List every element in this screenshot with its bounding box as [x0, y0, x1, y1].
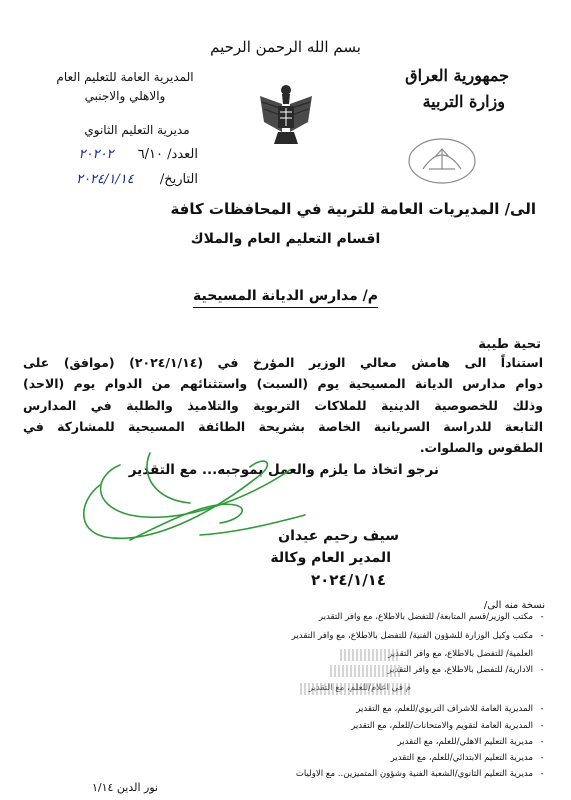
cc-item: م في اعلام/للعلم، مع التقدير [308, 683, 411, 693]
basmala: بسم الله الرحمن الرحيم [210, 38, 361, 56]
cc-item: -المديرية العامة لتقويم والامتحانات/للعلم، مع التقدير [351, 721, 544, 731]
cc-title: نسخة منه الى/ [483, 600, 545, 611]
body-line-3: وذلك للخصوصية الدينية للملاكات التربوية والتلاميذ والطلبة في المدارس [23, 398, 543, 413]
cc-item: -مديرية التعليم الابتدائي/للعلم، مع التقدير [390, 753, 544, 763]
cc-item: -المديرية العامة للاشراف التربوي/للعلم، مع التقدير [356, 704, 544, 714]
subject-text: م/ مدارس الديانة المسيحية [193, 288, 378, 308]
directorate-line-2: والاهلي والاجنبي [84, 89, 166, 103]
body-line-4: التابعة للدراسة السريانية الخاصة بشريحة الطائفة المسيحية للمشاركة في [23, 419, 543, 434]
addressee-line-1: الى/ المديريات العامة للتربية في المحافظات كافة [170, 200, 536, 218]
cc-item: -مكتب الوزير/قسم المتابعة/ للتفضل بالاطلاع، مع وافر التقدير [318, 612, 544, 622]
footer-note: نور الدين ١/١٤ [92, 781, 159, 794]
redaction-mark [330, 665, 400, 677]
body-line-5: الطقوس والصلوات. [419, 440, 543, 455]
number-handwritten: ٢٠٢٠٢ [78, 147, 114, 162]
date-label: التاريخ/ [159, 172, 198, 187]
cc-item: -مكتب وكيل الوزارة للشؤون الفنية/ للتفضل بالاطلاع، مع وافر التقدير [291, 631, 544, 641]
signer-name: سيف رحيم عيدان [278, 528, 399, 544]
cc-item: -مديرية التعليم الاهلي/للعلم، مع التقدير [397, 737, 544, 747]
closing-line: نرجو اتخاذ ما يلزم والعمل بموجبه... مع التقدير [128, 462, 439, 478]
number-label: العدد/ [167, 147, 198, 162]
redaction-mark [300, 683, 410, 695]
number-value: ٦/١٠ [137, 147, 164, 162]
country-name: جمهورية العراق [405, 66, 509, 85]
cc-item: -الادارية/ للتفضل بالاطلاع، مع وافر التقدير [387, 665, 544, 675]
ministry-seal-icon [405, 135, 479, 187]
signature-date: ٢٠٢٤/١/١٤ [310, 571, 386, 589]
date-handwritten: ٢٠٢٤/١/١٤ [76, 172, 134, 187]
greeting: تحية طيبة [478, 337, 541, 352]
addressee-line-2: اقسام التعليم العام والملاك [190, 231, 381, 247]
body-line-2: دوام مدارس الديانة المسيحية يوم (السبت) واستثنائهم من الدوام يوم (الاحد) [23, 376, 543, 391]
redaction-mark [340, 649, 400, 661]
directorate-line-3: مديرية التعليم الثانوي [84, 123, 190, 137]
cc-item: العلمية/ للتفضل بالاطلاع، مع وافر التقدير [387, 649, 533, 659]
body-line-1: استناداً الى هامش معالي الوزير المؤرخ في (٢٠٢٤/١/١٤) (موافق) على [23, 355, 543, 370]
subject-line [0, 288, 571, 304]
cc-item: -مديرية التعليم الثانوي/الشعبة الفنية وشؤون المتميزين.. مع الاوليات [295, 769, 544, 779]
reference-number [8, 147, 198, 162]
signer-title: المدير العام وكالة [270, 550, 391, 566]
reference-date [8, 172, 198, 187]
directorate-line-1: المديرية العامة للتعليم العام [56, 70, 194, 84]
ministry-name: وزارة التربية [422, 92, 505, 111]
iraq-eagle-emblem-icon [256, 82, 316, 152]
